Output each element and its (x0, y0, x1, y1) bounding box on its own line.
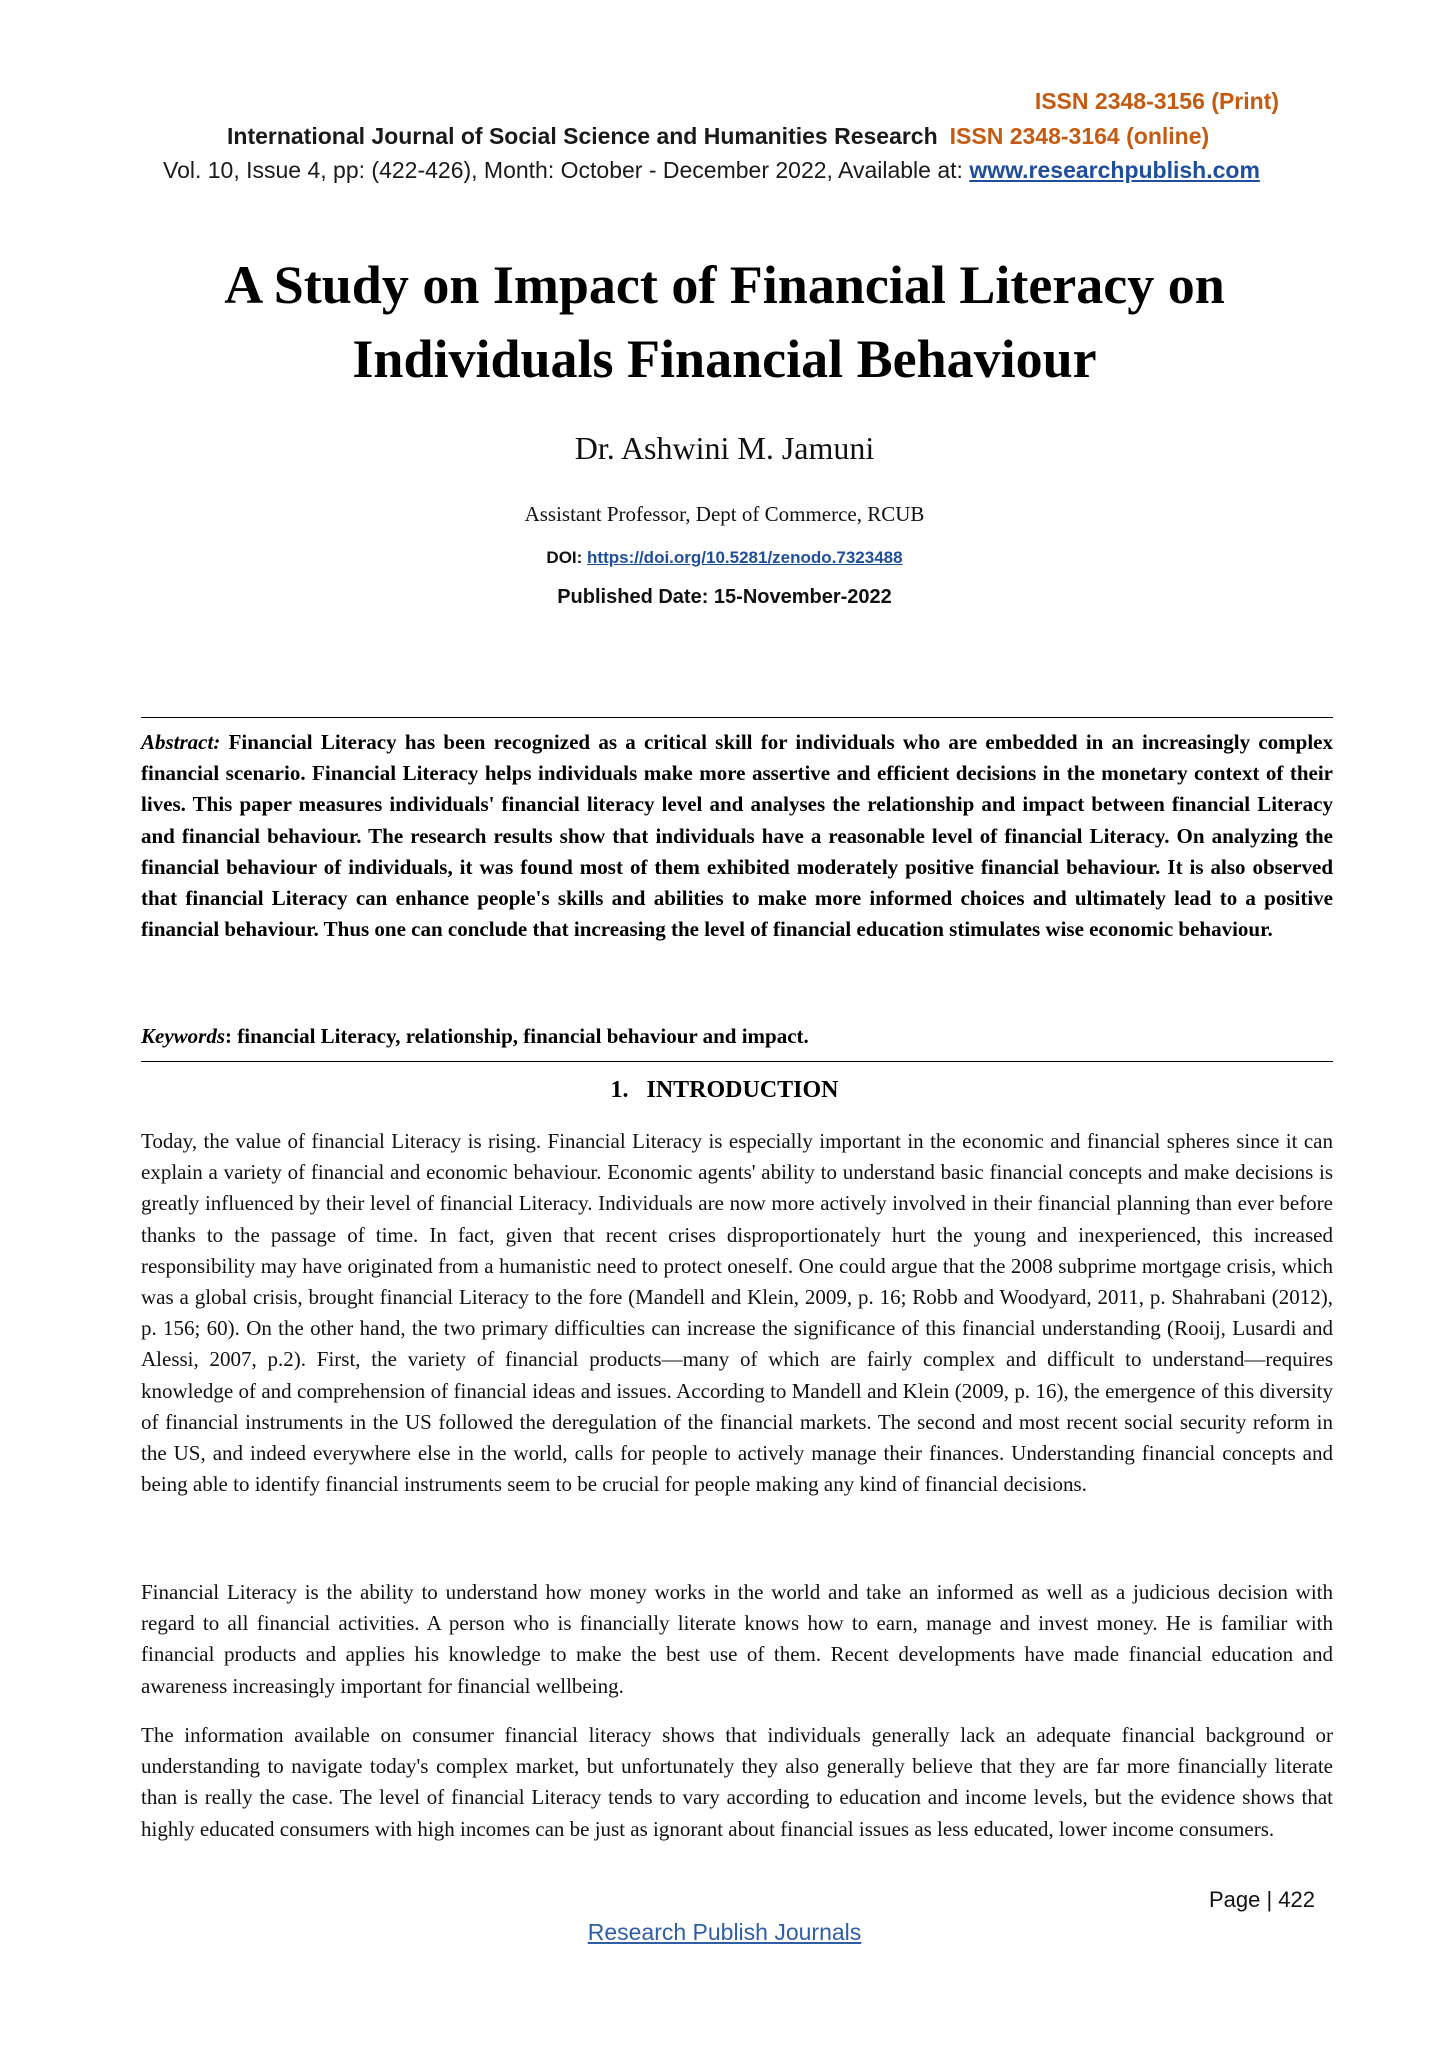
website-link[interactable]: www.researchpublish.com (969, 157, 1260, 183)
footer (0, 1919, 1449, 1946)
journal-header-line (227, 123, 1209, 150)
abstract-bottom-rule (141, 1061, 1333, 1062)
author-name: Dr. Ashwini M. Jamuni (574, 430, 875, 466)
issn-print: ISSN 2348-3156 (Print) (1034, 88, 1279, 114)
abstract-label: Abstract: (141, 730, 221, 754)
abstract-block (141, 727, 1333, 945)
doi-link[interactable]: https://doi.org/10.5281/zenodo.7323488 (587, 548, 903, 567)
title-line-1: A Study on Impact of Financial Literacy on (224, 255, 1225, 315)
volume-info: Vol. 10, Issue 4, pp: (422-426), Month: October - December 2022, Available at: (163, 157, 970, 183)
volume-info-line (163, 157, 1260, 184)
abstract-text: Financial Literacy has been recognized as a critical skill for individuals who are embedded in an increasingly complex financial scenario. Financial Literacy helps individuals make more assertive and efficient decisions in the monetary context of their lives. This paper measures individuals' financial literacy level and analyses the relationship and impact between financial Literacy and financial behaviour. The research results show that individuals have a reasonable level of financial Literacy. On analyzing the financial behaviour of individuals, it was found most of them exhibited moderately positive financial behaviour. It is also observed that financial Literacy can enhance people's skills and abilities to make more informed choices and ultimately lead to a positive financial behaviour. Thus one can conclude that increasing the level of financial education stimulates wise economic behaviour. (141, 730, 1333, 942)
author-affiliation: Assistant Professor, Dept of Commerce, RCUB (524, 502, 925, 526)
body-paragraph: The information available on consumer financial literacy shows that individuals generally lack an adequate financial background or understanding to navigate today's complex market, but unfortunately they also generally believe that they are far more financially literate than is really the case. The level of financial Literacy tends to vary according to education and income levels, but the evidence shows that highly educated consumers with high incomes can be just as ignorant about financial issues as less educated, lower income consumers. (141, 1723, 1333, 1841)
title-line-2: Individuals Financial Behaviour (352, 329, 1097, 389)
keywords-line (141, 1024, 1333, 1049)
publisher-link[interactable]: Research Publish Journals (587, 1919, 862, 1945)
body-paragraph: Financial Literacy is the ability to understand how money works in the world and take an informed as well as a judicious decision with regard to all financial activities. A person who is financially literate knows how to earn, manage and invest money. He is familiar with financial products and applies his knowledge to make the best use of them. Recent developments have made financial education and awareness increasingly important for financial wellbeing. (141, 1580, 1333, 1698)
journal-name: International Journal of Social Science and Humanities Research (227, 123, 938, 149)
issn-online: ISSN 2348-3164 (online) (949, 123, 1210, 149)
doi-line (0, 548, 1449, 568)
paper-title (0, 248, 1449, 396)
published-date: Published Date: 15-November-2022 (557, 586, 892, 608)
section-heading-introduction: 1. INTRODUCTION (610, 1077, 839, 1103)
keywords-label: Keywords (141, 1024, 225, 1048)
page-number: Page | 422 (1208, 1887, 1315, 1912)
keywords-text: : financial Literacy, relationship, financial behaviour and impact. (225, 1024, 809, 1048)
body-paragraph: Today, the value of financial Literacy is rising. Financial Literacy is especially important in the economic and financial spheres since it can explain a variety of financial and economic behaviour. Economic agents' ability to understand basic financial concepts and make decisions is greatly influenced by their level of financial Literacy. Individuals are now more actively involved in their financial planning than ever before thanks to the passage of time. In fact, given that recent crises disproportionately hurt the young and inexperienced, this increased responsibility may have originated from a humanistic need to protect oneself. One could argue that the 2008 subprime mortgage crisis, which was a global crisis, brought financial Literacy to the fore (Mandell and Klein, 2009, p. 16; Robb and Woodyard, 2011, p. Shahrabani (2012), p. 156; 60). On the other hand, the two primary difficulties can increase the significance of this financial understanding (Rooij, Lusardi and Alessi, 2007, p.2). First, the variety of financial products—many of which are fairly complex and difficult to understand—requires knowledge of and comprehension of financial ideas and issues. According to Mandell and Klein (2009, p. 16), the emergence of this diversity of financial instruments in the US followed the deregulation of the financial markets. The second and most recent social security reform in the US, and indeed everywhere else in the world, calls for people to actively manage their finances. Understanding financial concepts and being able to identify financial instruments seem to be crucial for people making any kind of financial decisions. (141, 1129, 1333, 1497)
doi-label: DOI: (546, 548, 588, 567)
abstract-top-rule (141, 717, 1333, 718)
